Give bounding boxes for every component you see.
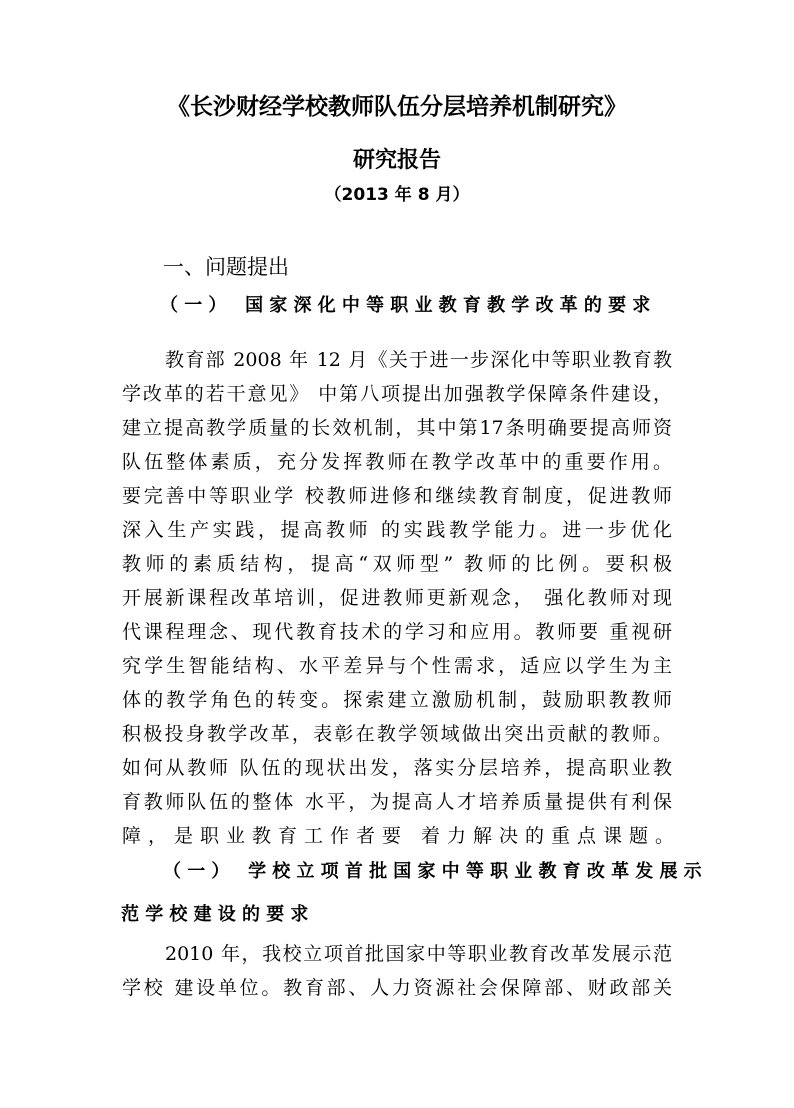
- document-title: 《长沙财经学校教师队伍分层培养机制研究》: [167, 94, 627, 120]
- paragraph-line: 如何从教师 队伍的现状出发，落实分层培养，提高职业教: [122, 757, 672, 779]
- paragraph-line: 积极投身教学改革，表彰在教学领域做出突出贡献的教师。: [122, 723, 672, 745]
- paragraph-line: 教育部 2008 年 12 月《关于进一步深化中等职业教育教: [165, 349, 672, 371]
- paragraph-line: 建立提高教学质量的长效机制，其中第17条明确要提高师资: [122, 417, 672, 439]
- document-date: （2013 年 8 月）: [324, 185, 470, 205]
- paragraph-line: 2010 年，我校立项首批国家中等职业教育改革发展示范: [165, 943, 672, 965]
- paragraph-line: 障，是职业教育工作者要 着力解决的重点课题。: [122, 825, 682, 847]
- paragraph-line: 教师的素质结构，提高“双师型” 教师的比例。要积极: [122, 553, 672, 575]
- paragraph-line: 开展新课程改革培训，促进教师更新观念， 强化教师对现: [122, 587, 672, 609]
- paragraph-line: 学改革的若干意见》 中第八项提出加强教学保障条件建设，: [122, 383, 672, 405]
- document-subtitle: 研究报告: [352, 148, 441, 173]
- paragraph-line: 育教师队伍的整体 水平，为提高人才培养质量提供有利保: [122, 791, 672, 813]
- paragraph-line: 深入生产实践，提高教师 的实践教学能力。进一步优化: [122, 519, 672, 541]
- section-heading-1: 一、问题提出: [163, 255, 289, 279]
- paragraph-line: 队伍整体素质，充分发挥教师在教学改革中的重要作用。: [122, 451, 672, 473]
- paragraph-line: 学校 建设单位。教育部、人力资源社会保障部、财政部关: [122, 977, 672, 999]
- paragraph-line: 体的教学角色的转变。探索建立激励机制，鼓励职教教师: [122, 689, 672, 711]
- paragraph-line: 究学生智能结构、水平差异与个性需求，适应以学生为主: [122, 655, 672, 677]
- subsection-heading-1: （一） 国家深化中等职业教育教学改革的要求: [160, 295, 657, 316]
- subsection-heading-2-line2: 范学校建设的要求: [121, 904, 315, 925]
- paragraph-line: 要完善中等职业学 校教师进修和继续教育制度，促进教师: [122, 485, 672, 507]
- subsection-heading-2-line1: （一） 学校立项首批国家中等职业教育改革发展示: [163, 861, 708, 882]
- paragraph-line: 代课程理念、现代教育技术的学习和应用。教师要 重视研: [122, 621, 672, 643]
